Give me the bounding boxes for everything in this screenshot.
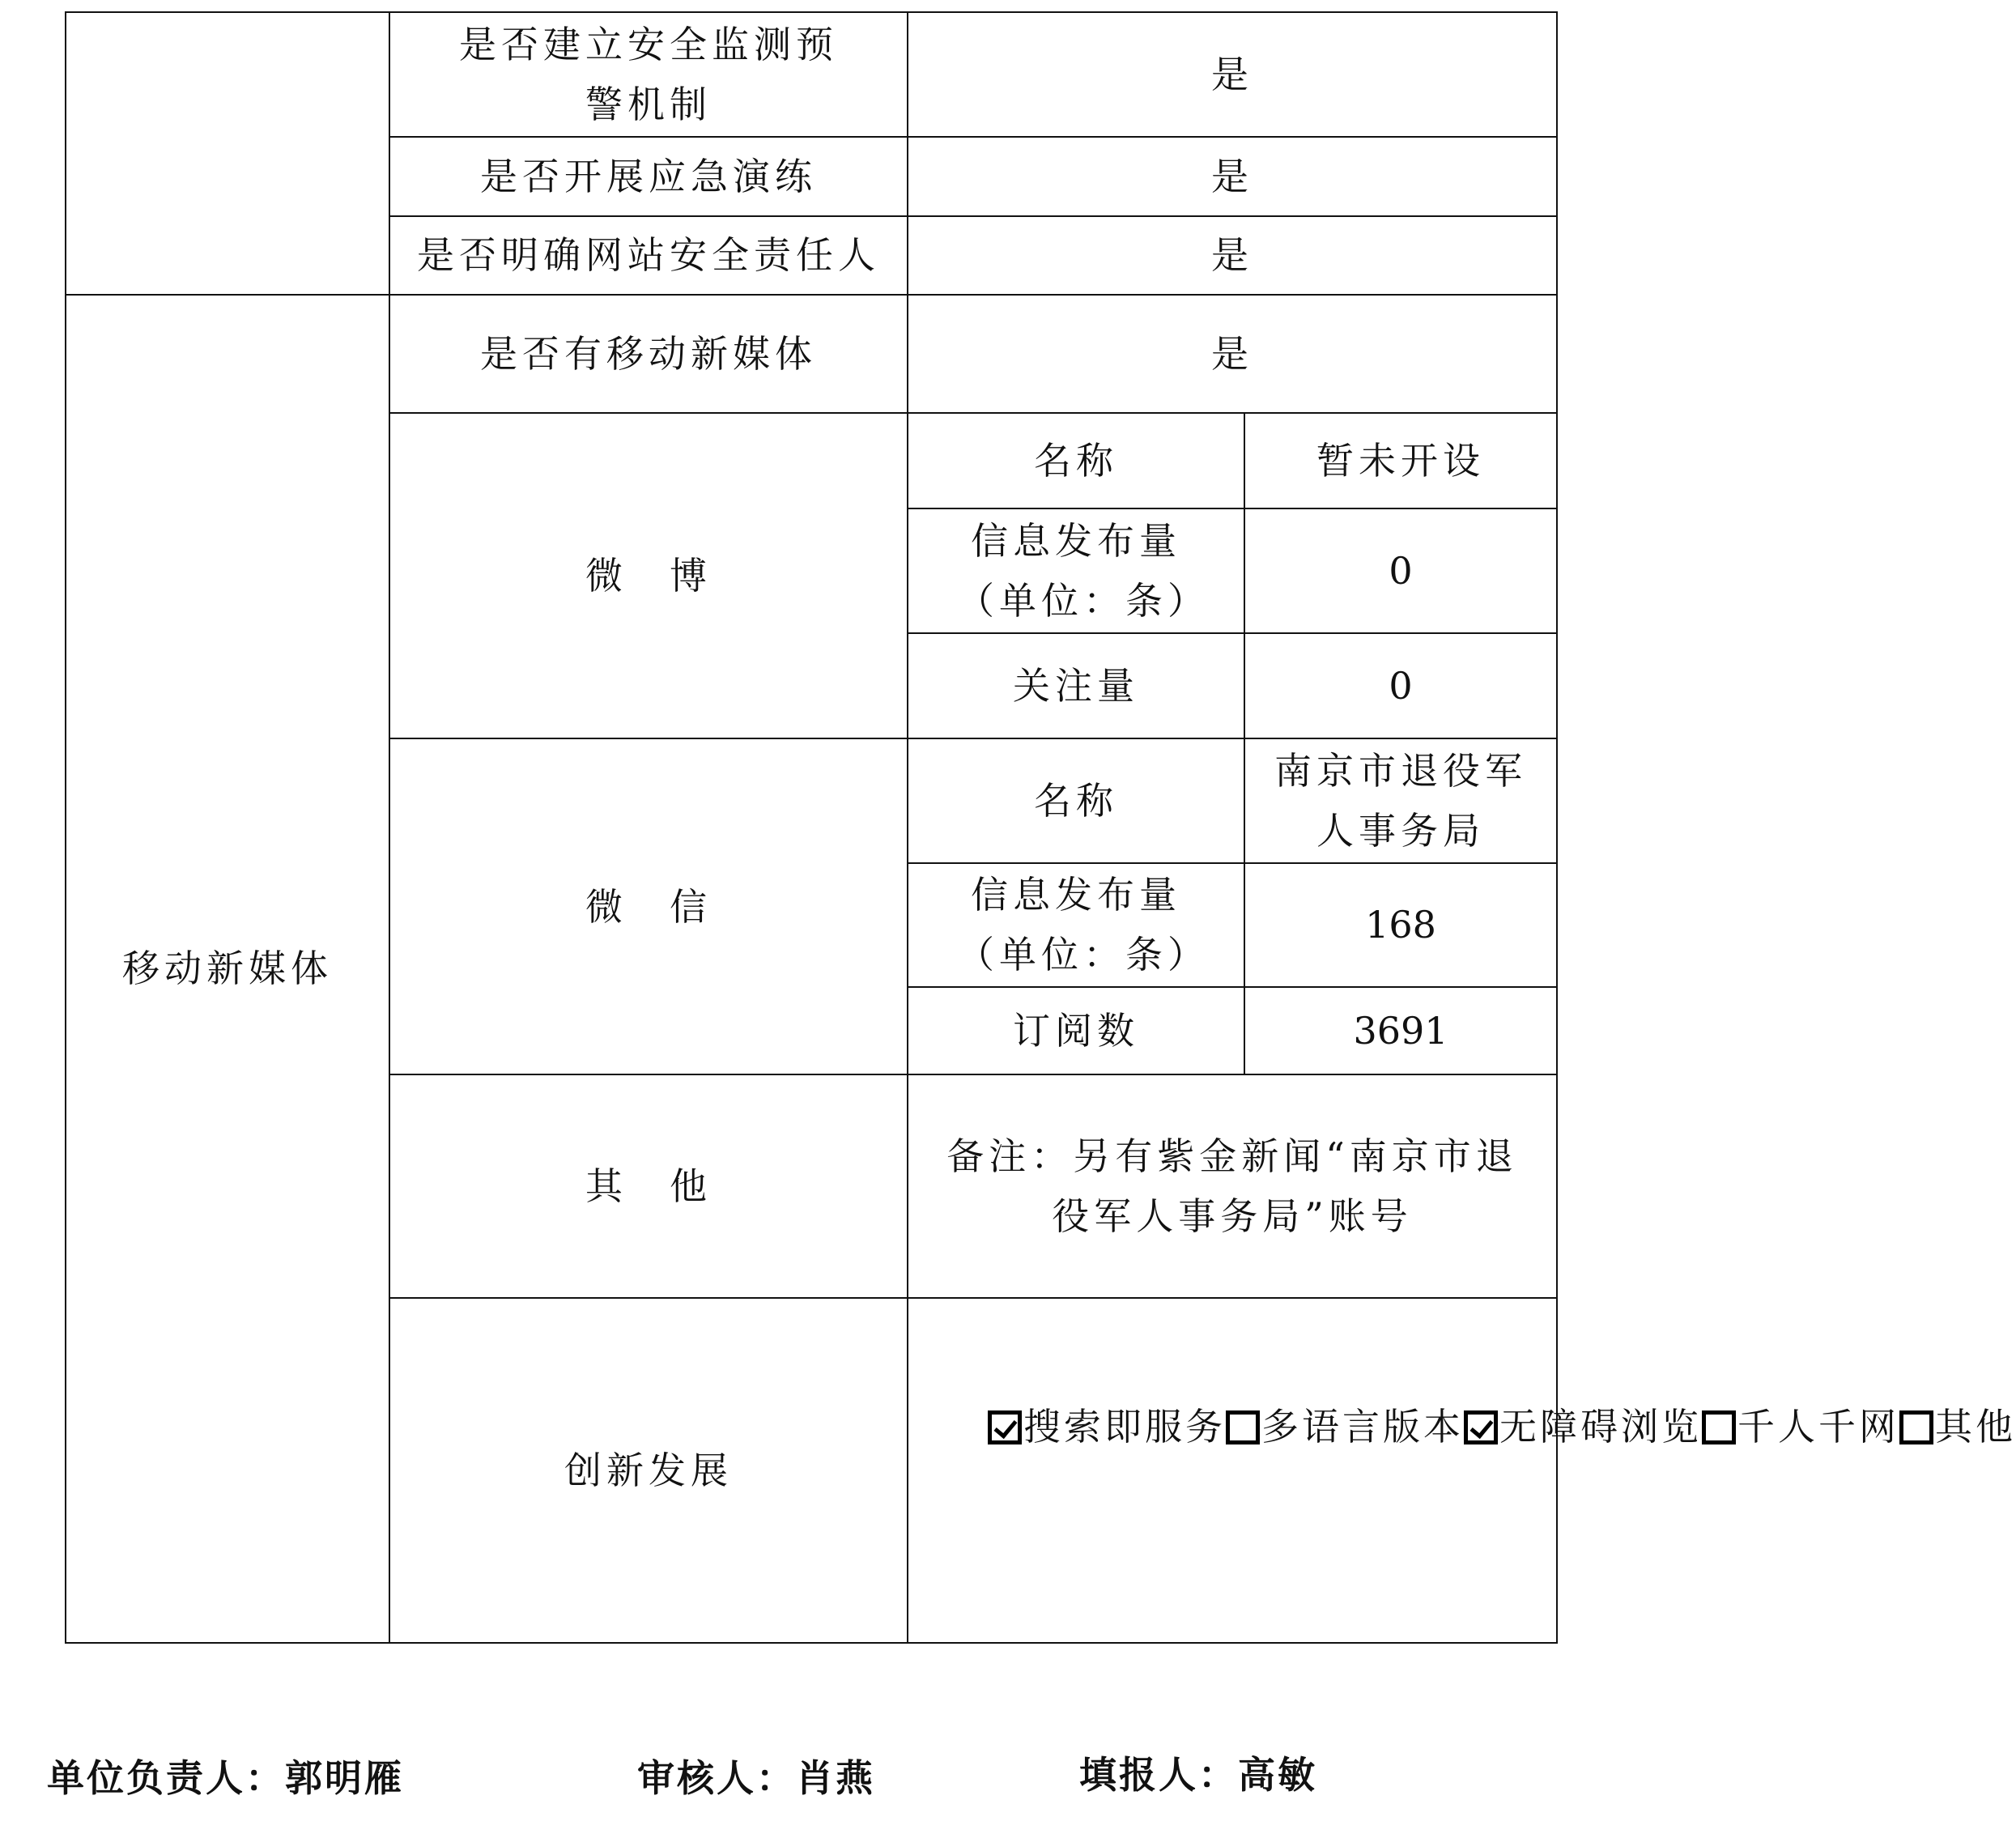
checkbox-checked-icon[interactable]	[1464, 1410, 1498, 1444]
option-label: 多语言版本	[1261, 1404, 1464, 1449]
other-note: 备注：另有紫金新闻“南京市退役军人事务局”账号	[908, 1074, 1557, 1298]
responsible-value: 是	[908, 216, 1557, 295]
innovation-options-cell	[908, 1298, 2016, 1643]
option-other[interactable]	[1899, 1402, 2016, 1451]
drill-label: 是否开展应急演练	[389, 137, 908, 215]
weibo-name-value: 暂未开设	[1244, 413, 1557, 508]
mobile-section-label: 移动新媒体	[66, 295, 389, 1643]
checkbox-empty-icon[interactable]	[1702, 1410, 1736, 1444]
unit-head-signature: 单位负责人：郭明雁	[47, 1756, 404, 1800]
wechat-posts-label: 信息发布量（单位：条）	[908, 863, 1244, 987]
weibo-label: 微 博	[389, 413, 908, 738]
weibo-posts-label: 信息发布量（单位：条）	[908, 508, 1244, 632]
option-label: 搜索即服务	[1023, 1404, 1226, 1449]
responsible-label: 是否明确网站安全责任人	[389, 216, 908, 295]
option-multilingual[interactable]	[1226, 1402, 1464, 1451]
wechat-subscribers-value: 3691	[1244, 987, 1557, 1074]
wechat-name-label: 名称	[908, 738, 1244, 862]
weibo-name-label: 名称	[908, 413, 1244, 508]
wechat-posts-value: 168	[1244, 863, 1557, 987]
option-label: 其他	[1935, 1404, 2016, 1449]
filler-signature: 填报人：高敏	[1079, 1753, 1317, 1797]
has-mobile-label: 是否有移动新媒体	[389, 295, 908, 413]
wechat-name-value: 南京市退役军人事务局	[1244, 738, 1557, 862]
has-mobile-value: 是	[908, 295, 1557, 413]
warning-label: 是否建立安全监测预警机制	[389, 12, 908, 137]
option-search-service[interactable]	[988, 1402, 1226, 1451]
option-personalized[interactable]	[1702, 1402, 1899, 1451]
warning-value: 是	[908, 12, 1557, 137]
checkbox-empty-icon[interactable]	[1899, 1410, 1933, 1444]
security-section-cell	[66, 12, 389, 295]
drill-value: 是	[908, 137, 1557, 215]
reviewer-signature: 审核人：肖燕	[637, 1756, 875, 1800]
option-label: 无障碍浏览	[1499, 1404, 1702, 1449]
other-label: 其 他	[389, 1074, 908, 1298]
innovation-options	[988, 1402, 2016, 1451]
checkbox-checked-icon[interactable]	[988, 1410, 1022, 1444]
weibo-posts-value: 0	[1244, 508, 1557, 632]
checkbox-empty-icon[interactable]	[1226, 1410, 1260, 1444]
weibo-followers-label: 关注量	[908, 633, 1244, 738]
wechat-subscribers-label: 订阅数	[908, 987, 1244, 1074]
weibo-followers-value: 0	[1244, 633, 1557, 738]
option-label: 千人千网	[1737, 1404, 1899, 1449]
wechat-label: 微 信	[389, 738, 908, 1074]
innovation-section-label: 创新发展	[389, 1298, 908, 1643]
option-accessibility[interactable]	[1464, 1402, 1702, 1451]
report-table	[65, 11, 2016, 1644]
